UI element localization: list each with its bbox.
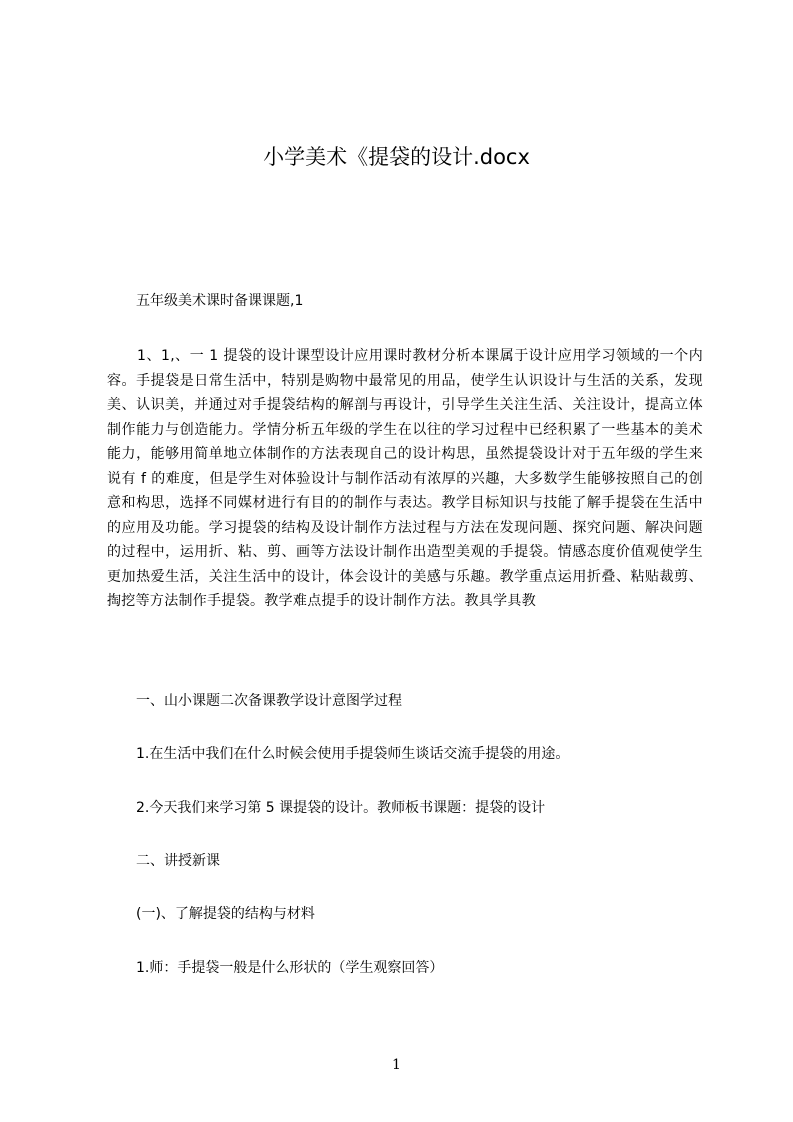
page-number: 1 xyxy=(392,1057,401,1073)
lesson-body-paragraph: 1、1,、一 1 提袋的设计课型设计应用课时教材分析本课属于设计应用学习领域的一个内容。手提袋是日常生活中，特别是购物中最常见的用品，使学生认识设计与生活的关系，发现美、认识美，并通过对手提袋结构的解剖与再设计，引导学生关注生活、关注设计，提高立体制作能力与创造能力。学情分析五年级的学生在以往的学习过程中已经积累了一些基本的美术能力，能够用简单地立体制作的方法表现自己的设计构思，虽然提袋设计对于五年级的学生来说有 f 的难度，但是学生对体验设计与制作活动有浓厚的兴趣，大多数学生能够按照自己的创意和构思，选择不同媒材进行有目的的制作与表达。教学目标知识与技能了解手提袋在生活中的应用及功能。学习提袋的结构及设计制作方法过程与方法在发现问题、探究问题、解决问题的过程中，运用折、粘、剪、画等方法设计制作出造型美观的手提袋。情感态度价值观使学生更加热爱生活，关注生活中的设计，体会设计的美感与乐趣。教学重点运用折叠、粘贴裁剪、掏挖等方法制作手提袋。教学难点提手的设计制作方法。教具学具教 xyxy=(107,348,703,609)
list-item-2: 2.今天我们来学习第 5 课提袋的设计。教师板书课题：提袋的设计 xyxy=(136,800,546,816)
list-item-1: 1.在生活中我们在什么时候会使用手提袋师生谈话交流手提袋的用途。 xyxy=(136,746,570,762)
document-title: 小学美术《提袋的设计.docx xyxy=(263,145,530,169)
section-heading-one: 一、山小课题二次备课教学设计意图学过程 xyxy=(136,693,402,709)
sub-section-heading: (一)、了解提袋的结构与材料 xyxy=(136,906,315,922)
lesson-heading: 五年级美术课时备课课题,1 xyxy=(136,293,304,309)
list-item-3: 1.师：手提袋一般是什么形状的（学生观察回答） xyxy=(136,960,444,976)
section-heading-two: 二、讲授新课 xyxy=(136,853,220,869)
